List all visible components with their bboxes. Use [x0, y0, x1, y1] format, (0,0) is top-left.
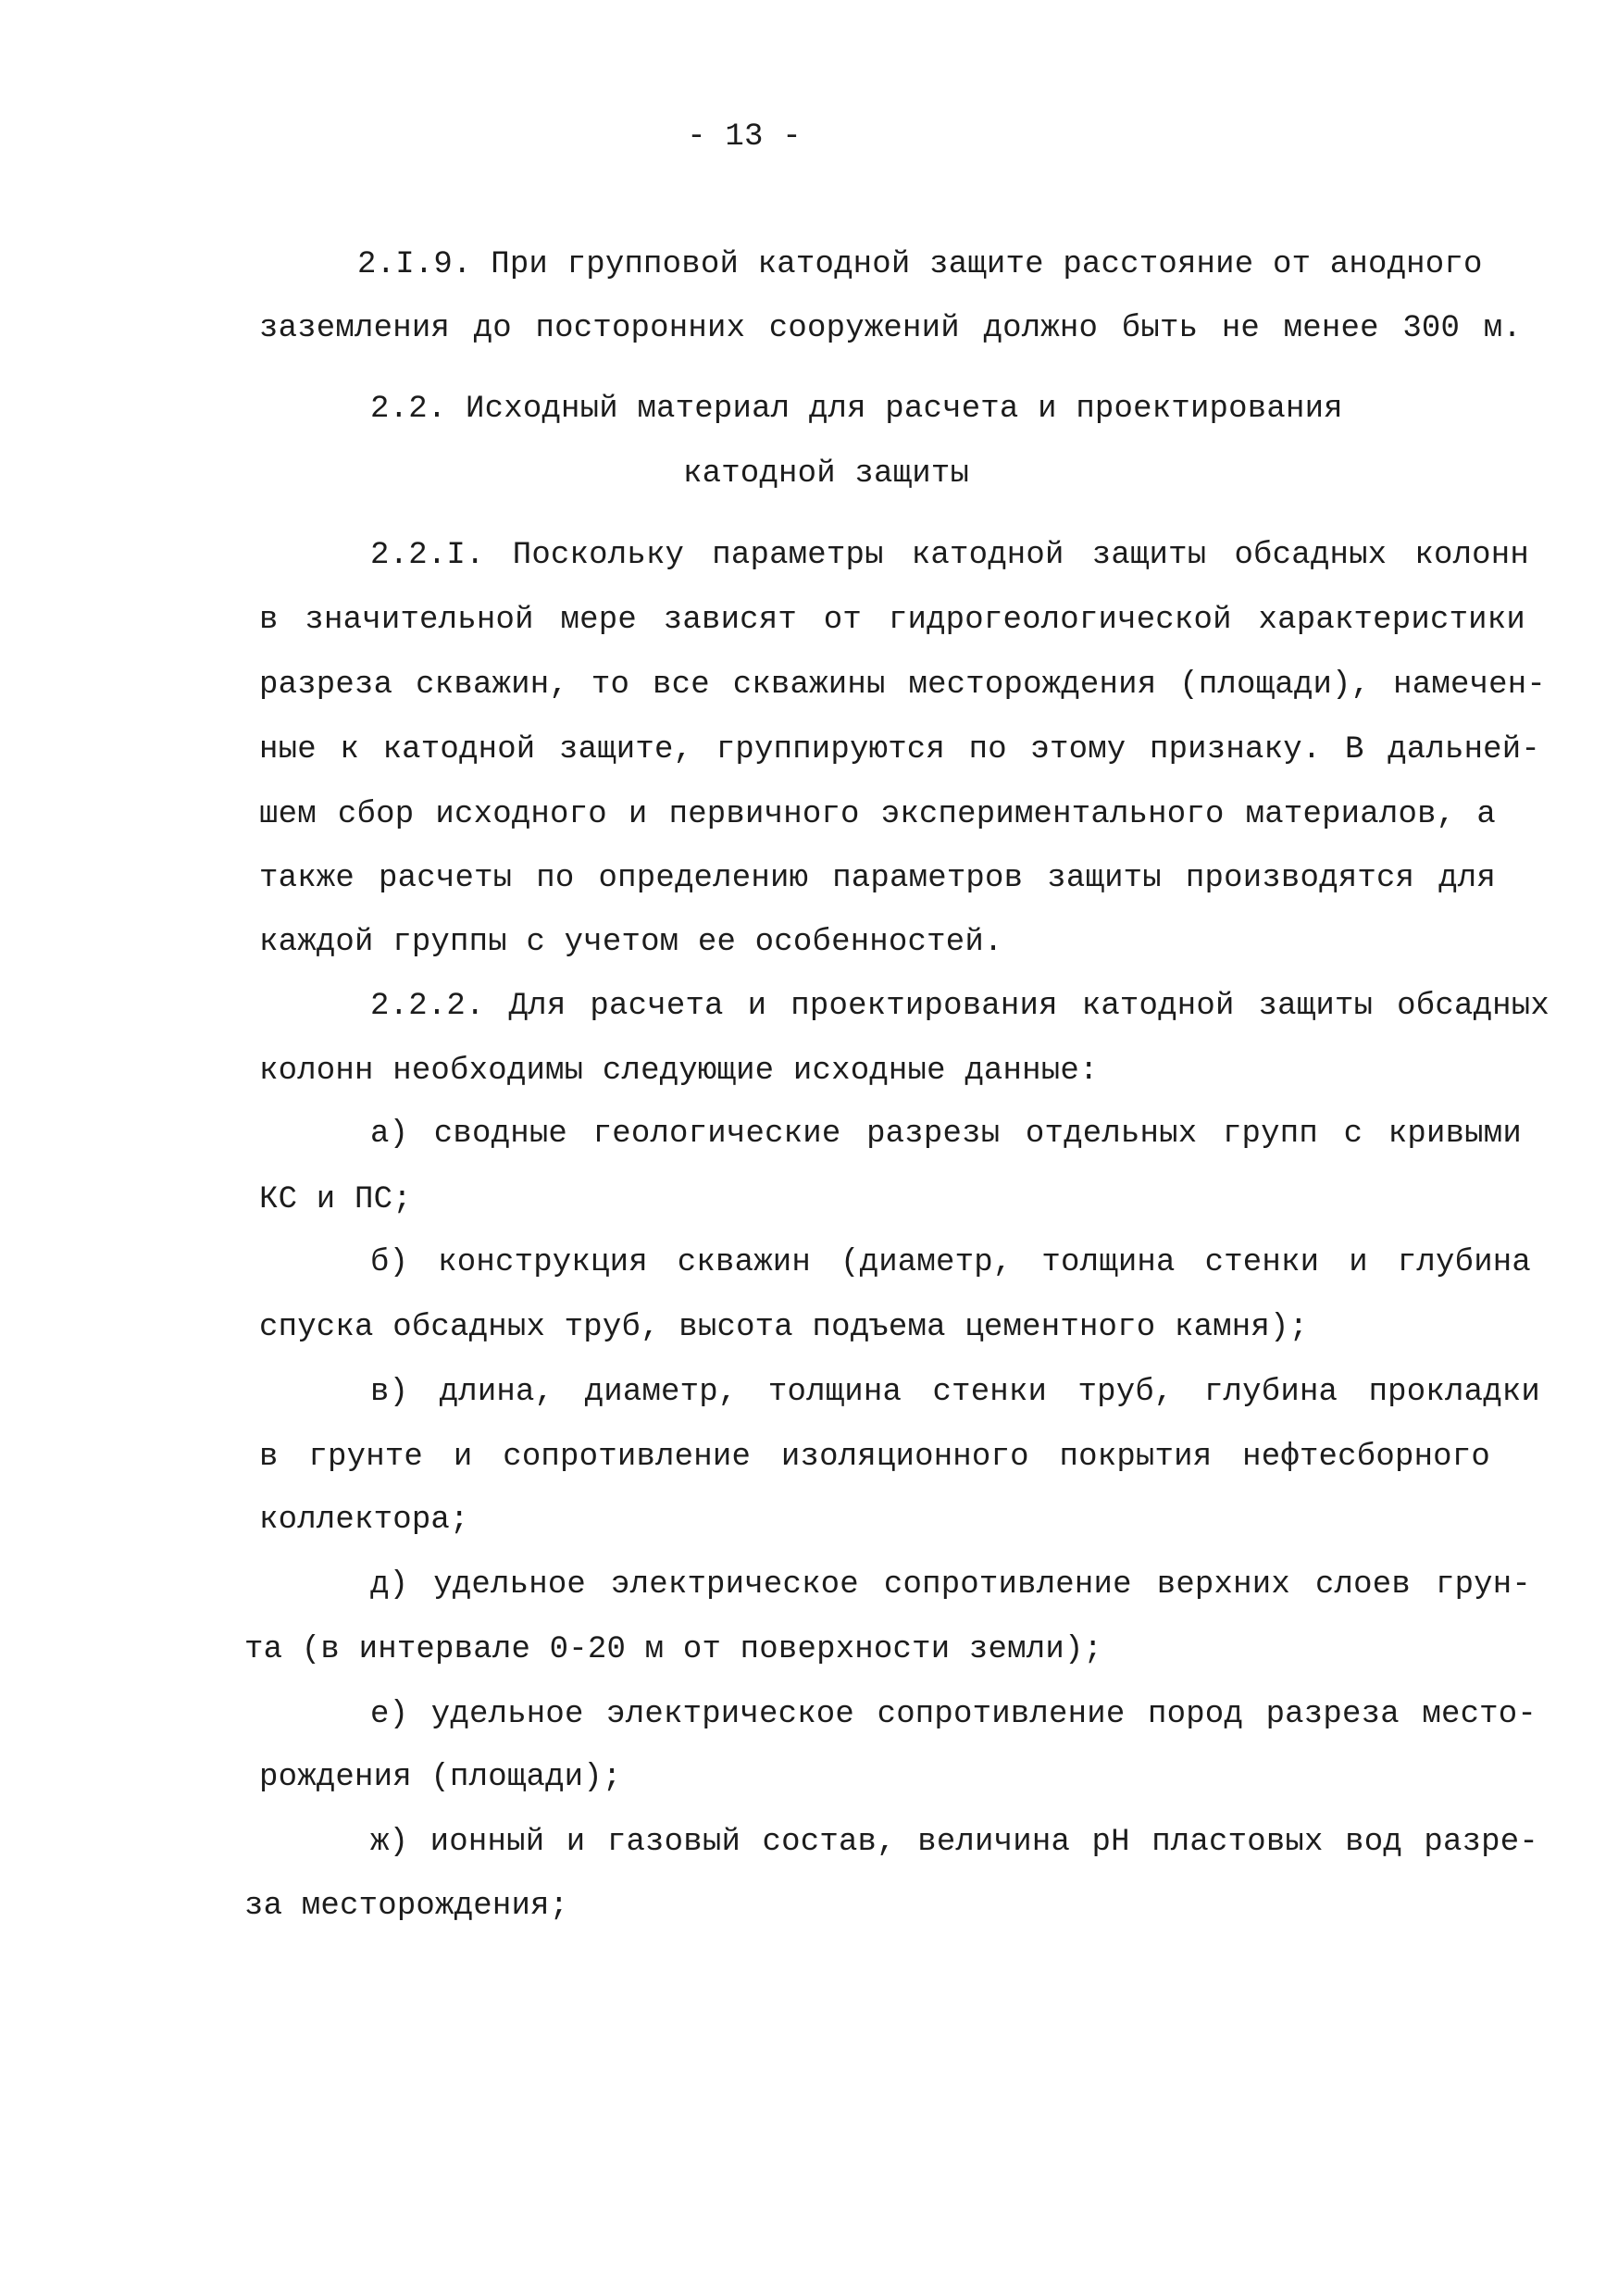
section-heading-2-2-line-1: 2.2. Исходный материал для расчета и проектирования — [370, 392, 1343, 427]
item-a-line-1: а) сводные геологические разрезы отдельных групп с кривыми — [370, 1117, 1522, 1152]
item-b-line-1: б) конструкция скважин (диаметр, толщина стенки и глубина — [370, 1245, 1531, 1280]
page-number: - 13 - — [687, 119, 802, 155]
item-zh-line-2: за месторождения; — [244, 1889, 569, 1924]
item-zh-line-1: ж) ионный и газовый состав, величина рН пластовых вод разре- — [370, 1825, 1538, 1860]
item-e-line-2: рождения (площади); — [259, 1760, 622, 1795]
paragraph-2-2-2-line-2: колонн необходимы следующие исходные данные: — [259, 1054, 1099, 1089]
paragraph-2-1-9-line-2: заземления до посторонних сооружений должно быть не менее 300 м. — [259, 311, 1522, 346]
item-v-line-3: коллектора; — [259, 1503, 469, 1538]
paragraph-2-2-1-line-5: шем сбор исходного и первичного экспериментального материалов, а — [259, 797, 1496, 832]
item-v-line-1: в) длина, диаметр, толщина стенки труб, глубина прокладки — [370, 1375, 1540, 1410]
paragraph-2-2-2-line-1: 2.2.2. Для расчета и проектирования катодной защиты обсадных — [370, 989, 1550, 1024]
section-heading-2-2-line-2: катодной защиты — [683, 456, 970, 492]
paragraph-2-2-1-line-7: каждой группы с учетом ее особенностей. — [259, 925, 1003, 960]
item-a-line-2: КС и ПС; — [259, 1182, 412, 1217]
item-d-line-1: д) удельное электрическое сопротивление верхних слоев грун- — [370, 1567, 1531, 1603]
paragraph-2-2-1-line-4: ные к катодной защите, группируются по этому признаку. В дальней- — [259, 732, 1540, 767]
item-d-line-2: та (в интервале 0-20 м от поверхности земли); — [244, 1632, 1103, 1667]
item-v-line-2: в грунте и сопротивление изоляционного покрытия нефтесборного — [259, 1440, 1490, 1475]
item-e-line-1: е) удельное электрическое сопротивление пород разреза место- — [370, 1697, 1537, 1732]
paragraph-2-2-1-line-3: разреза скважин, то все скважины месторождения (площади), намечен- — [259, 668, 1546, 703]
paragraph-2-2-1-line-1: 2.2.I. Поскольку параметры катодной защиты обсадных колонн — [370, 538, 1529, 573]
paragraph-2-2-1-line-2: в значительной мере зависят от гидрогеологической характеристики — [259, 603, 1525, 638]
paragraph-2-2-1-line-6: также расчеты по определению параметров защиты производятся для — [259, 861, 1496, 896]
paragraph-2-1-9-line-1: 2.I.9. При групповой катодной защите расстояние от анодного — [357, 247, 1483, 282]
item-b-line-2: спуска обсадных труб, высота подъема цементного камня); — [259, 1310, 1309, 1345]
